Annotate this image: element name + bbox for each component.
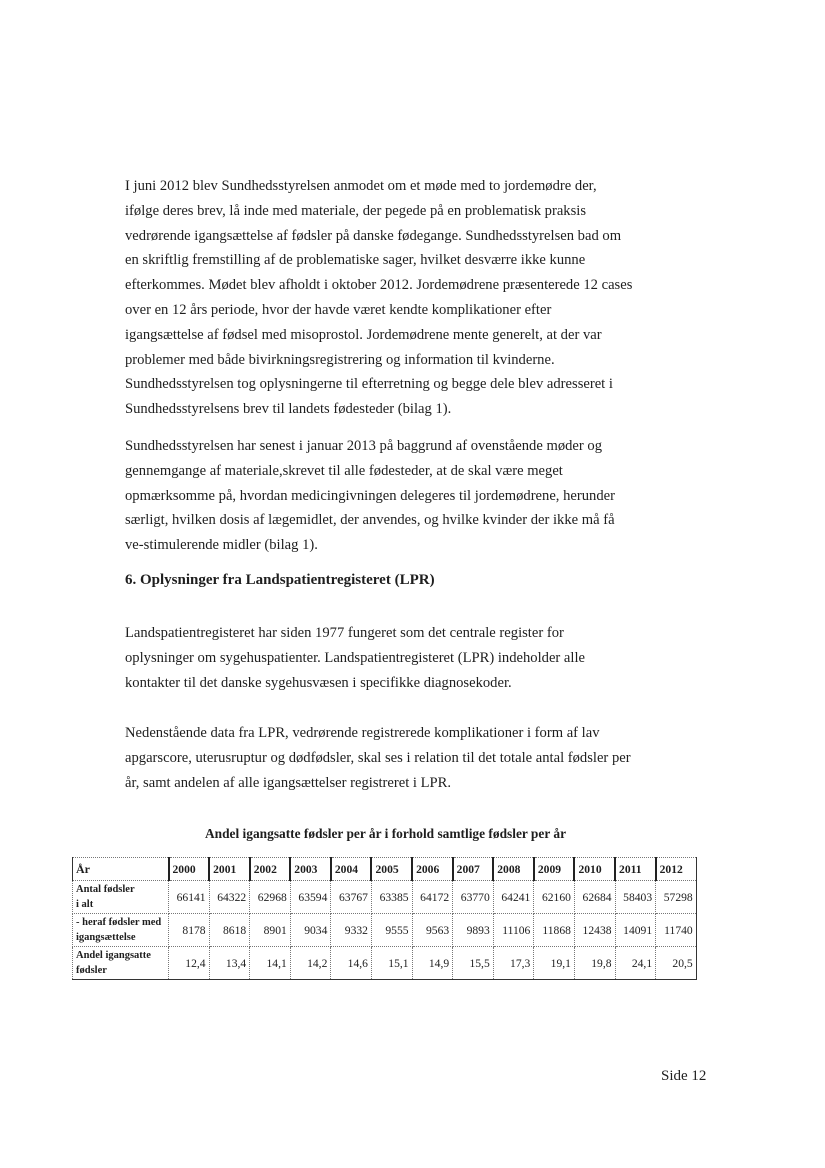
table-cell: 63770	[453, 881, 494, 914]
paragraph-line: over en 12 års periode, hvor der havde været kendte komplikationer efter	[125, 301, 552, 318]
table-cell: 15,5	[453, 947, 494, 980]
table-cell: 14,6	[331, 947, 372, 980]
table-cell: 63594	[290, 881, 331, 914]
table-header-year: 2009	[534, 858, 575, 881]
table-cell: 9034	[290, 914, 331, 947]
table-cell: 63385	[371, 881, 412, 914]
table-header-year: 2006	[412, 858, 453, 881]
table-row-label-line: i alt	[76, 899, 94, 910]
table-cell: 24,1	[615, 947, 656, 980]
table-cell: 64241	[493, 881, 534, 914]
paragraph-line: særligt, hvilken dosis af lægemidlet, der anvendes, og hvilke kvinder der ikke må få	[125, 512, 615, 529]
table-cell: 58403	[615, 881, 656, 914]
table-cell: 9563	[412, 914, 453, 947]
table-cell: 19,8	[574, 947, 615, 980]
paragraph-line: kontakter til det danske sygehusvæsen i specifikke diagnosekoder.	[125, 674, 512, 691]
table-header-year: 2004	[331, 858, 372, 881]
paragraph-line: Landspatientregisteret har siden 1977 fungeret som det centrale register for	[125, 625, 564, 641]
table-cell: 11868	[534, 914, 575, 947]
table-header-year: 2003	[290, 858, 331, 881]
table-row-label-line: igangsættelse	[76, 932, 136, 943]
table-header-year: 2012	[656, 858, 697, 881]
paragraph-line: efterkommes. Mødet blev afholdt i oktober 2012. Jordemødrene præsenterede 12 cases	[125, 277, 633, 294]
paragraph-line: problemer med både bivirkningsregistrering og information til kvinderne.	[125, 351, 555, 368]
paragraph-line: år, samt andelen af alle igangsættelser registreret i LPR.	[125, 774, 452, 791]
paragraph-line: Sundhedsstyrelsen tog oplysningerne til efterretning og begge dele blev adresseret i	[125, 376, 613, 393]
table-cell: 62968	[250, 881, 291, 914]
paragraph-line: I juni 2012 blev Sundhedsstyrelsen anmodet om et møde med to jordemødre der,	[125, 178, 597, 194]
table-body	[73, 881, 697, 980]
table-cell: 8178	[169, 914, 210, 947]
paragraph-line: Sundhedsstyrelsens brev til landets fødesteder (bilag 1).	[125, 401, 452, 418]
table-header-row	[73, 858, 697, 881]
table-cell: 14,2	[290, 947, 331, 980]
section-heading: 6. Oplysninger fra Landspatientregisteret (LPR)	[125, 572, 435, 588]
page-number: Side 12	[661, 1068, 707, 1084]
table-cell: 14,9	[412, 947, 453, 980]
table-cell: 15,1	[371, 947, 412, 980]
table-header-year-label: År	[73, 858, 169, 881]
table-cell: 8901	[250, 914, 291, 947]
table-row-label	[73, 947, 169, 980]
table-header-year: 2002	[250, 858, 291, 881]
paragraph-line: en skriftlig fremstilling af de problematiske sager, hvilket desværre ikke kunne	[125, 252, 586, 269]
table-header-year: 2008	[493, 858, 534, 881]
table-cell: 17,3	[493, 947, 534, 980]
table-cell: 64322	[209, 881, 250, 914]
table-header-year: 2007	[453, 858, 494, 881]
table-cell: 13,4	[209, 947, 250, 980]
table-cell: 19,1	[534, 947, 575, 980]
table-cell: 12,4	[169, 947, 210, 980]
table-header-year: 2005	[371, 858, 412, 881]
table-cell: 57298	[656, 881, 697, 914]
table-row-label-line: Andel igangsatte	[76, 950, 151, 961]
births-table	[72, 857, 697, 980]
table-row-label	[73, 881, 169, 914]
table-cell: 66141	[169, 881, 210, 914]
table-title: Andel igangsatte fødsler per år i forhold samtlige fødsler per år	[204, 826, 567, 841]
table-cell: 14091	[615, 914, 656, 947]
table-cell: 63767	[331, 881, 372, 914]
paragraph-line: oplysninger om sygehuspatienter. Landspatientregisteret (LPR) indeholder alle	[125, 649, 585, 666]
paragraph-lpr-data	[125, 721, 645, 795]
table-header-year: 2001	[209, 858, 250, 881]
table-cell: 20,5	[656, 947, 697, 980]
table-header-year: 2010	[574, 858, 615, 881]
table-row	[73, 881, 697, 914]
paragraph-line: opmærksomme på, hvordan medicingivningen delegeres til jordemødrene, herunder	[125, 487, 615, 504]
table-header-year: 2000	[169, 858, 210, 881]
table-cell: 11106	[493, 914, 534, 947]
paragraph-line: gennemgange af materiale,skrevet til alle fødesteder, at de skal være meget	[125, 462, 563, 479]
table-cell: 9893	[453, 914, 494, 947]
paragraph-line: igangsættelse af fødsel med misoprostol. Jordemødrene mente generelt, at der var	[125, 326, 602, 343]
table-cell: 8618	[209, 914, 250, 947]
table-row-label-line: - heraf fødsler med	[76, 917, 162, 928]
paragraph-line: apgarscore, uterusruptur og dødfødsler, skal ses i relation til det totale antal fødsler per	[125, 749, 631, 766]
table-cell: 9332	[331, 914, 372, 947]
table-cell: 11740	[656, 914, 697, 947]
table-cell: 62684	[574, 881, 615, 914]
paragraph-line: Sundhedsstyrelsen har senest i januar 2013 på baggrund af ovenstående møder og	[125, 438, 603, 454]
paragraph-line: Nedenstående data fra LPR, vedrørende registrerede komplikationer i form af lav	[125, 725, 600, 741]
table-row-label-line: fødsler	[76, 965, 107, 976]
table-row	[73, 947, 697, 980]
table-cell: 9555	[371, 914, 412, 947]
paragraph-line: ve-stimulerende midler (bilag 1).	[125, 537, 318, 554]
table-cell: 12438	[574, 914, 615, 947]
paragraph-meeting-jordemoedre	[125, 174, 645, 422]
table-cell: 64172	[412, 881, 453, 914]
paragraph-lpr-intro	[125, 621, 645, 695]
table-row	[73, 914, 697, 947]
table-cell: 62160	[534, 881, 575, 914]
table-row-label-line: Antal fødsler	[76, 884, 135, 895]
paragraph-line: vedrørende igangsættelse af fødsler på danske fødegange. Sundhedsstyrelsen bad om	[125, 227, 622, 244]
table-header-year: 2011	[615, 858, 656, 881]
table-cell: 14,1	[250, 947, 291, 980]
table-row-label	[73, 914, 169, 947]
paragraph-line: ifølge deres brev, lå inde med materiale, der pegede på en problematisk praksis	[125, 202, 587, 219]
paragraph-januar-2013	[125, 434, 645, 558]
